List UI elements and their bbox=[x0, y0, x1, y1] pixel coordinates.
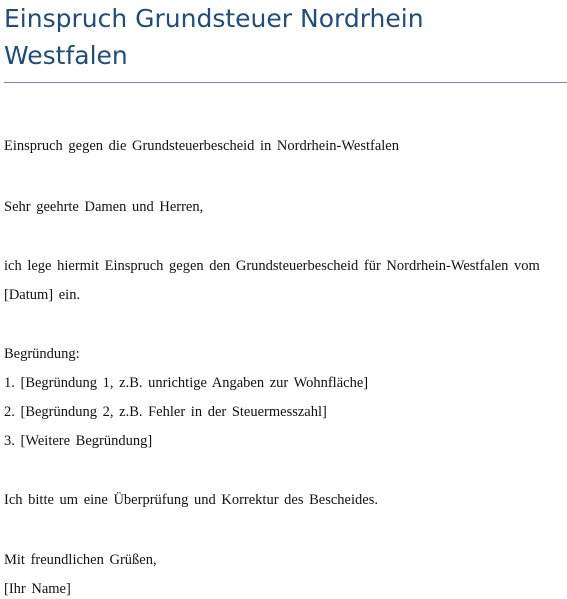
reasons-heading: Begründung: bbox=[4, 346, 80, 362]
reason-item-3: 3. [Weitere Begründung] bbox=[4, 433, 153, 449]
reason-item-2: 2. [Begründung 2, z.B. Fehler in der Steuermesszahl] bbox=[4, 404, 327, 420]
salutation: Sehr geehrte Damen und Herren, bbox=[4, 199, 204, 215]
reason-item-1: 1. [Begründung 1, z.B. unrichtige Angaben zur Wohnfläche] bbox=[4, 375, 369, 391]
title-underline-rule bbox=[4, 82, 567, 83]
document-title bbox=[4, 0, 544, 74]
body-text-line-1: ich lege hiermit Einspruch gegen den Grundsteuerbescheid für Nordrhein-Westfalen vom bbox=[4, 258, 540, 274]
document-title-line-2: Westfalen bbox=[4, 41, 128, 70]
document-title-line-1: Einspruch Grundsteuer Nordrhein bbox=[4, 4, 424, 33]
closing-line: Mit freundlichen Grüßen, bbox=[4, 552, 157, 568]
body-text-line-2: [Datum] ein. bbox=[4, 287, 81, 303]
request-line: Ich bitte um eine Überprüfung und Korrektur des Bescheides. bbox=[4, 492, 378, 508]
subject-line: Einspruch gegen die Grundsteuerbescheid in Nordrhein-Westfalen bbox=[4, 138, 399, 154]
signature-placeholder: [Ihr Name] bbox=[4, 581, 71, 597]
